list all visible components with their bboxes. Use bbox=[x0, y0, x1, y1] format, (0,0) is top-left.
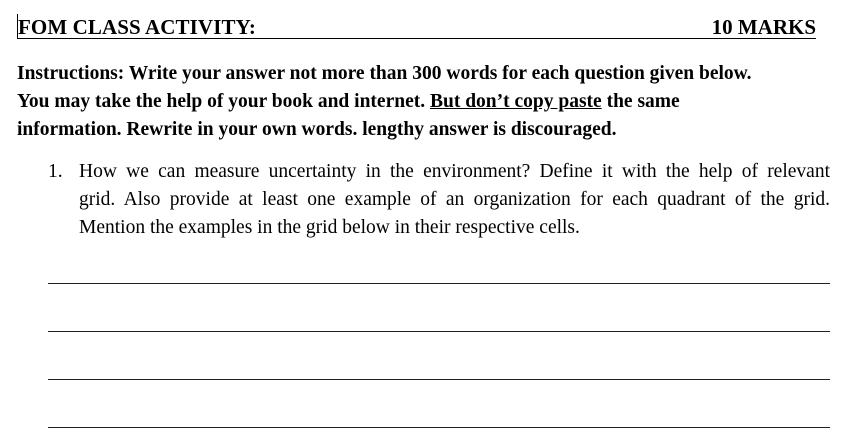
question-line-3: Mention the examples in the grid below in their respective cells. bbox=[79, 217, 580, 238]
instructions-line-3: information. Rewrite in your own words. lengthy answer is discouraged. bbox=[17, 119, 617, 140]
answer-line[interactable] bbox=[48, 379, 830, 380]
question-line-2: grid. Also provide at least one example of an organization for each quadrant of the grid. bbox=[79, 189, 830, 210]
instructions-paragraph bbox=[17, 60, 817, 144]
text-cursor bbox=[17, 14, 18, 38]
answer-line[interactable] bbox=[48, 283, 830, 284]
instructions-line-2-end: the same bbox=[601, 91, 680, 112]
instructions-line-2-start: You may take the help of your book and internet. bbox=[17, 91, 430, 112]
instructions-line-2 bbox=[17, 88, 817, 116]
activity-title: FOM CLASS ACTIVITY: bbox=[18, 15, 257, 39]
activity-header bbox=[17, 12, 816, 39]
underlined-warning: But don’t copy paste bbox=[429, 91, 602, 112]
question-text bbox=[79, 158, 830, 242]
instructions-line-1: Instructions: Write your answer not more than 300 words for each question given below. bbox=[17, 63, 752, 84]
answer-line[interactable] bbox=[48, 427, 830, 428]
question-line-1: How we can measure uncertainty in the environment? Define it with the help of relevant bbox=[79, 161, 830, 182]
question-number: 1. bbox=[48, 161, 63, 182]
marks-label: 10 MARKS bbox=[711, 15, 816, 39]
answer-line[interactable] bbox=[48, 331, 830, 332]
